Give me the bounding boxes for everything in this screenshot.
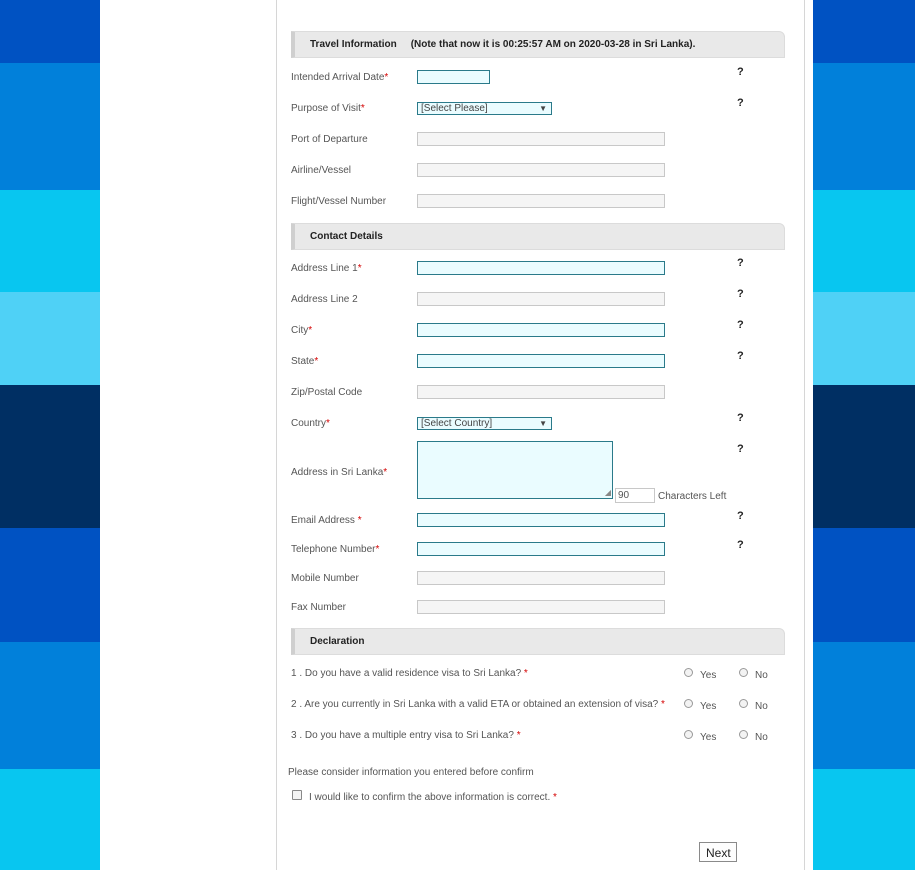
airline-vessel-input[interactable] <box>417 163 665 177</box>
band <box>0 528 100 642</box>
country-label: Country* <box>291 418 330 429</box>
address-line-2-label: Address Line 2 <box>291 294 358 305</box>
characters-left-counter: 90 <box>615 488 655 503</box>
zip-code-label: Zip/Postal Code <box>291 387 363 398</box>
telephone-number-label: Telephone Number* <box>291 544 380 555</box>
purpose-of-visit-label: Purpose of Visit* <box>291 103 365 114</box>
band <box>813 385 915 528</box>
question-2-yes-radio[interactable] <box>684 699 693 708</box>
band <box>813 0 915 63</box>
resize-grip-icon[interactable]: ◢ <box>604 488 611 497</box>
question-3-yes-radio[interactable] <box>684 730 693 739</box>
help-icon[interactable]: ? <box>737 288 744 300</box>
next-button[interactable]: Next <box>699 842 737 862</box>
band <box>0 292 100 385</box>
band <box>0 190 100 292</box>
help-icon[interactable]: ? <box>737 539 744 551</box>
airline-vessel-label: Airline/Vessel <box>291 165 352 176</box>
help-icon[interactable]: ? <box>737 97 744 109</box>
consider-info-note: Please consider information you entered before confirm <box>288 767 534 778</box>
email-address-label: Email Address * <box>291 515 362 526</box>
characters-left-label: Characters Left <box>658 491 727 502</box>
question-1-yes-radio[interactable] <box>684 668 693 677</box>
band <box>0 0 100 63</box>
contact-details-header <box>291 223 785 250</box>
band <box>813 528 915 642</box>
help-icon[interactable]: ? <box>737 66 744 78</box>
help-icon[interactable]: ? <box>737 412 744 424</box>
band <box>813 292 915 385</box>
declaration-question-2: 2 . Are you currently in Sri Lanka with a valid ETA or obtained an extension of visa? * <box>291 699 665 710</box>
address-in-sri-lanka-label: Address in Sri Lanka* <box>291 467 388 478</box>
city-label: City* <box>291 325 313 336</box>
section-title: Travel Information <box>310 39 397 50</box>
question-1-no-radio[interactable] <box>739 668 748 677</box>
address-line-2-input[interactable] <box>417 292 665 306</box>
band <box>0 63 100 190</box>
yes-label: Yes <box>700 670 717 681</box>
confirm-checkbox[interactable] <box>292 790 302 800</box>
band <box>813 63 915 190</box>
arrival-date-input[interactable] <box>417 70 490 84</box>
help-icon[interactable]: ? <box>737 257 744 269</box>
help-icon[interactable]: ? <box>737 350 744 362</box>
help-icon[interactable]: ? <box>737 443 744 455</box>
confirm-label: I would like to confirm the above information is correct. * <box>309 792 557 803</box>
current-time-note: (Note that now it is 00:25:57 AM on 2020-03-28 in Sri Lanka). <box>410 39 696 50</box>
question-3-no-radio[interactable] <box>739 730 748 739</box>
declaration-question-1: 1 . Do you have a valid residence visa to Sri Lanka? * <box>291 668 528 679</box>
no-label: No <box>755 670 768 681</box>
arrival-date-label: Intended Arrival Date* <box>291 72 389 83</box>
band <box>813 642 915 769</box>
band <box>0 769 100 870</box>
email-address-input[interactable] <box>417 513 665 527</box>
band <box>0 642 100 769</box>
declaration-question-3: 3 . Do you have a multiple entry visa to Sri Lanka? * <box>291 730 521 741</box>
fax-number-input[interactable] <box>417 600 665 614</box>
section-title: Declaration <box>310 636 365 647</box>
travel-information-header <box>291 31 785 58</box>
address-line-1-label: Address Line 1* <box>291 263 362 274</box>
address-in-sri-lanka-textarea[interactable] <box>417 441 613 499</box>
content-border <box>804 0 805 870</box>
city-input[interactable] <box>417 323 665 337</box>
port-of-departure-input[interactable] <box>417 132 665 146</box>
help-icon[interactable]: ? <box>737 510 744 522</box>
band <box>813 190 915 292</box>
no-label: No <box>755 732 768 743</box>
flight-number-label: Flight/Vessel Number <box>291 196 387 207</box>
state-input[interactable] <box>417 354 665 368</box>
no-label: No <box>755 701 768 712</box>
purpose-of-visit-select[interactable]: [Select Please] ▼ <box>417 102 552 115</box>
zip-code-input[interactable] <box>417 385 665 399</box>
section-title: Contact Details <box>310 231 383 242</box>
fax-number-label: Fax Number <box>291 602 347 613</box>
yes-label: Yes <box>700 732 717 743</box>
flight-number-input[interactable] <box>417 194 665 208</box>
declaration-header <box>291 628 785 655</box>
question-2-no-radio[interactable] <box>739 699 748 708</box>
country-select[interactable]: [Select Country] ▼ <box>417 417 552 430</box>
band <box>0 385 100 528</box>
address-line-1-input[interactable] <box>417 261 665 275</box>
band <box>813 769 915 870</box>
help-icon[interactable]: ? <box>737 319 744 331</box>
port-of-departure-label: Port of Departure <box>291 134 368 145</box>
left-decorative-bands <box>0 0 100 870</box>
right-decorative-bands <box>813 0 915 870</box>
state-label: State* <box>291 356 319 367</box>
dropdown-arrow-icon: ▼ <box>539 104 547 113</box>
content-border <box>276 0 277 870</box>
mobile-number-input[interactable] <box>417 571 665 585</box>
mobile-number-label: Mobile Number <box>291 573 359 584</box>
yes-label: Yes <box>700 701 717 712</box>
telephone-number-input[interactable] <box>417 542 665 556</box>
dropdown-arrow-icon: ▼ <box>539 419 547 428</box>
